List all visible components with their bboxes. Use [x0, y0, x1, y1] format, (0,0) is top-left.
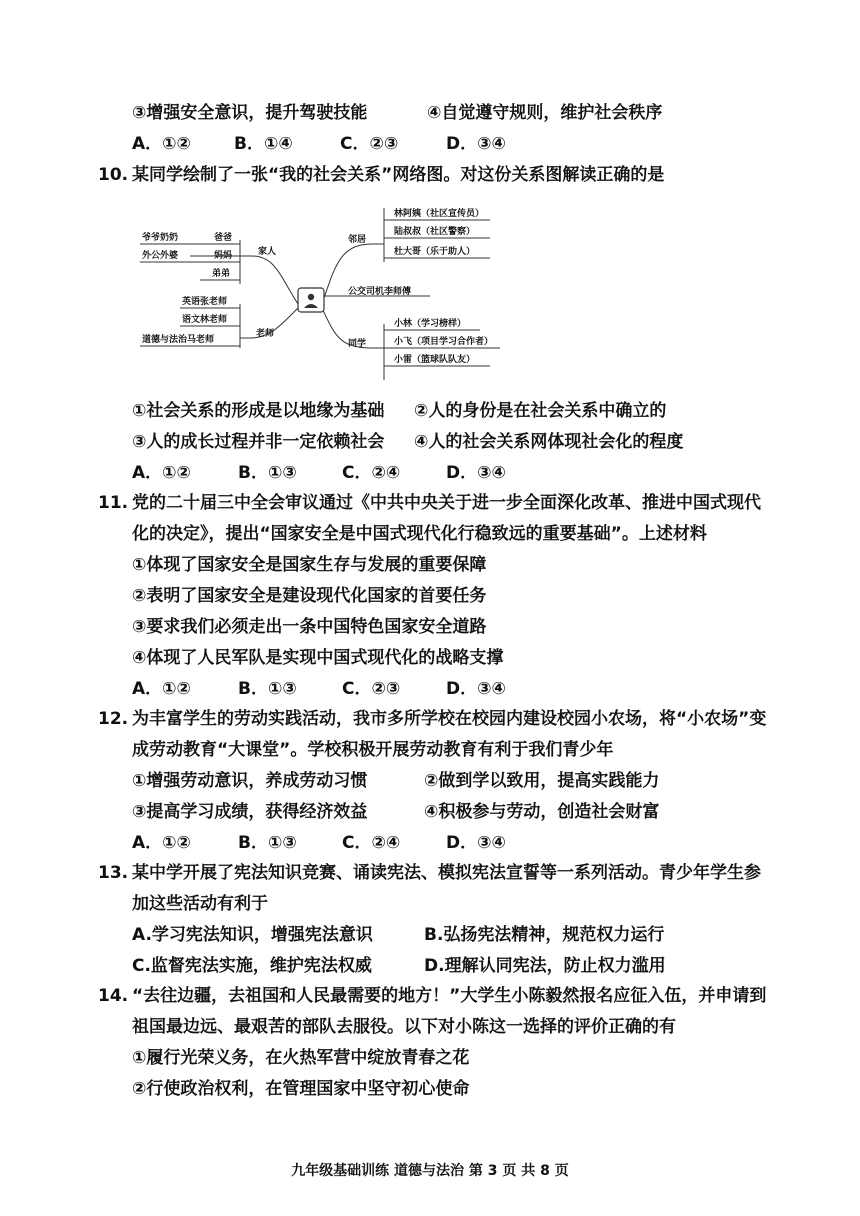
family-member-2: 爸爸: [214, 233, 233, 243]
family-member-5: 弟弟: [212, 269, 231, 279]
q12-option-d: D．③④: [446, 833, 506, 853]
q9-option-a: A．①②: [132, 134, 191, 154]
q10-option-c: C．②④: [342, 463, 401, 483]
q12-option-c: C．②④: [342, 833, 401, 853]
q12-number: 12.: [98, 709, 129, 729]
teacher-1: 英语张老师: [182, 297, 228, 307]
q12-statement-3: ③提高学习成绩，获得经济效益: [132, 802, 368, 822]
q13-option-d: D.理解认同宪法，防止权力滥用: [424, 956, 666, 976]
social-relations-diagram: [140, 196, 510, 386]
q13-stem-line-2: 加这些活动有利于: [132, 894, 268, 914]
q11-statement-3: ③要求我们必须走出一条中国特色国家安全道路: [132, 617, 487, 637]
q9-statement-4: ④自觉遵守规则，维护社会秩序: [427, 103, 663, 123]
q14-statement-2: ②行使政治权利，在管理国家中坚守初心使命: [132, 1079, 470, 1099]
classmate-1: 小林（学习榜样）: [394, 319, 467, 329]
family-member-4: 妈妈: [214, 251, 233, 261]
q14-statement-1: ①履行光荣义务，在火热军营中绽放青春之花: [132, 1048, 470, 1068]
q11-statement-2: ②表明了国家安全是建设现代化国家的首要任务: [132, 586, 487, 606]
bus-driver: 公交司机李师傅: [348, 287, 412, 297]
q13-option-a: A.学习宪法知识，增强宪法意识: [132, 925, 373, 945]
page-footer: 九年级基础训练 道德与法治 第 3 页 共 8 页: [291, 1163, 569, 1179]
person-icon: [308, 294, 314, 300]
q9-option-c: C．②③: [340, 134, 399, 154]
q14-stem-line-1: “去往边疆，去祖国和人民最需要的地方！”大学生小陈毅然报名应征入伍，并申请到: [132, 986, 767, 1006]
q10-option-a: A．①②: [132, 463, 191, 483]
q14-stem-line-2: 祖国最边远、最艰苦的部队去服役。以下对小陈这一选择的评价正确的有: [132, 1017, 676, 1037]
family-member-3: 外公外婆: [142, 251, 179, 261]
q11-option-d: D．③④: [446, 679, 506, 699]
q10-option-d: D．③④: [446, 463, 506, 483]
neighbor-3: 杜大哥（乐于助人）: [394, 247, 476, 257]
neighbor-1: 林阿姨（社区宣传员）: [394, 209, 485, 219]
q10-statement-3: ③人的成长过程并非一定依赖社会: [132, 432, 385, 452]
q9-statement-3: ③增强安全意识，提升驾驶技能: [132, 103, 368, 123]
q9-option-b: B．①④: [234, 134, 293, 154]
q11-number: 11.: [98, 493, 129, 513]
q11-option-c: C．②③: [342, 679, 401, 699]
q14-number: 14.: [98, 986, 129, 1006]
q12-stem-line-1: 为丰富学生的劳动实践活动，我市多所学校在校园内建设校园小农场，将“小农场”变: [132, 709, 767, 729]
q12-statement-4: ④积极参与劳动，创造社会财富: [424, 802, 660, 822]
q13-option-b: B.弘扬宪法精神，规范权力运行: [424, 925, 665, 945]
q12-option-b: B．①③: [238, 833, 297, 853]
q12-option-a: A．①②: [132, 833, 191, 853]
q11-stem-line-1: 党的二十届三中全会审议通过《中共中央关于进一步全面深化改革、推进中国式现代: [132, 493, 761, 513]
q12-stem-line-2: 成劳动教育“大课堂”。学校积极开展劳动教育有利于我们青少年: [132, 740, 614, 760]
teacher-label: 老师: [256, 329, 275, 339]
classmate-2: 小飞（项目学习合作者）: [394, 337, 494, 347]
teacher-2: 语文林老师: [182, 315, 228, 325]
q11-option-b: B．①③: [238, 679, 297, 699]
q13-option-c: C.监督宪法实施，维护宪法权威: [132, 956, 372, 976]
q11-statement-1: ①体现了国家安全是国家生存与发展的重要保障: [132, 555, 487, 575]
q10-stem: 某同学绘制了一张“我的社会关系”网络图。对这份关系图解读正确的是: [132, 165, 665, 185]
neighbor-label: 邻居: [348, 235, 367, 245]
family-label: 家人: [258, 247, 277, 257]
neighbor-2: 陆叔叔（社区警察）: [394, 227, 476, 237]
q11-statement-4: ④体现了人民军队是实现中国式现代化的战略支撑: [132, 648, 504, 668]
teacher-3: 道德与法治马老师: [142, 335, 215, 345]
q11-option-a: A．①②: [132, 679, 191, 699]
classmate-3: 小雷（篮球队队友）: [394, 355, 476, 365]
q10-number: 10.: [98, 165, 129, 185]
q10-statement-1: ①社会关系的形成是以地缘为基础: [132, 401, 385, 421]
classmate-label: 同学: [348, 339, 367, 349]
q10-option-b: B．①③: [238, 463, 297, 483]
q12-statement-2: ②做到学以致用，提高实践能力: [424, 771, 660, 791]
family-member-1: 爷爷奶奶: [142, 233, 179, 243]
q13-number: 13.: [98, 863, 129, 883]
q13-stem-line-1: 某中学开展了宪法知识竞赛、诵读宪法、模拟宪法宣誓等一系列活动。青少年学生参: [132, 863, 761, 883]
q12-statement-1: ①增强劳动意识，养成劳动习惯: [132, 771, 368, 791]
q10-statement-4: ④人的社会关系网体现社会化的程度: [414, 432, 684, 452]
q11-stem-line-2: 化的决定》，提出“国家安全是中国式现代化行稳致远的重要基础”。上述材料: [132, 524, 707, 544]
q9-option-d: D．③④: [446, 134, 506, 154]
q10-statement-2: ②人的身份是在社会关系中确立的: [414, 401, 667, 421]
